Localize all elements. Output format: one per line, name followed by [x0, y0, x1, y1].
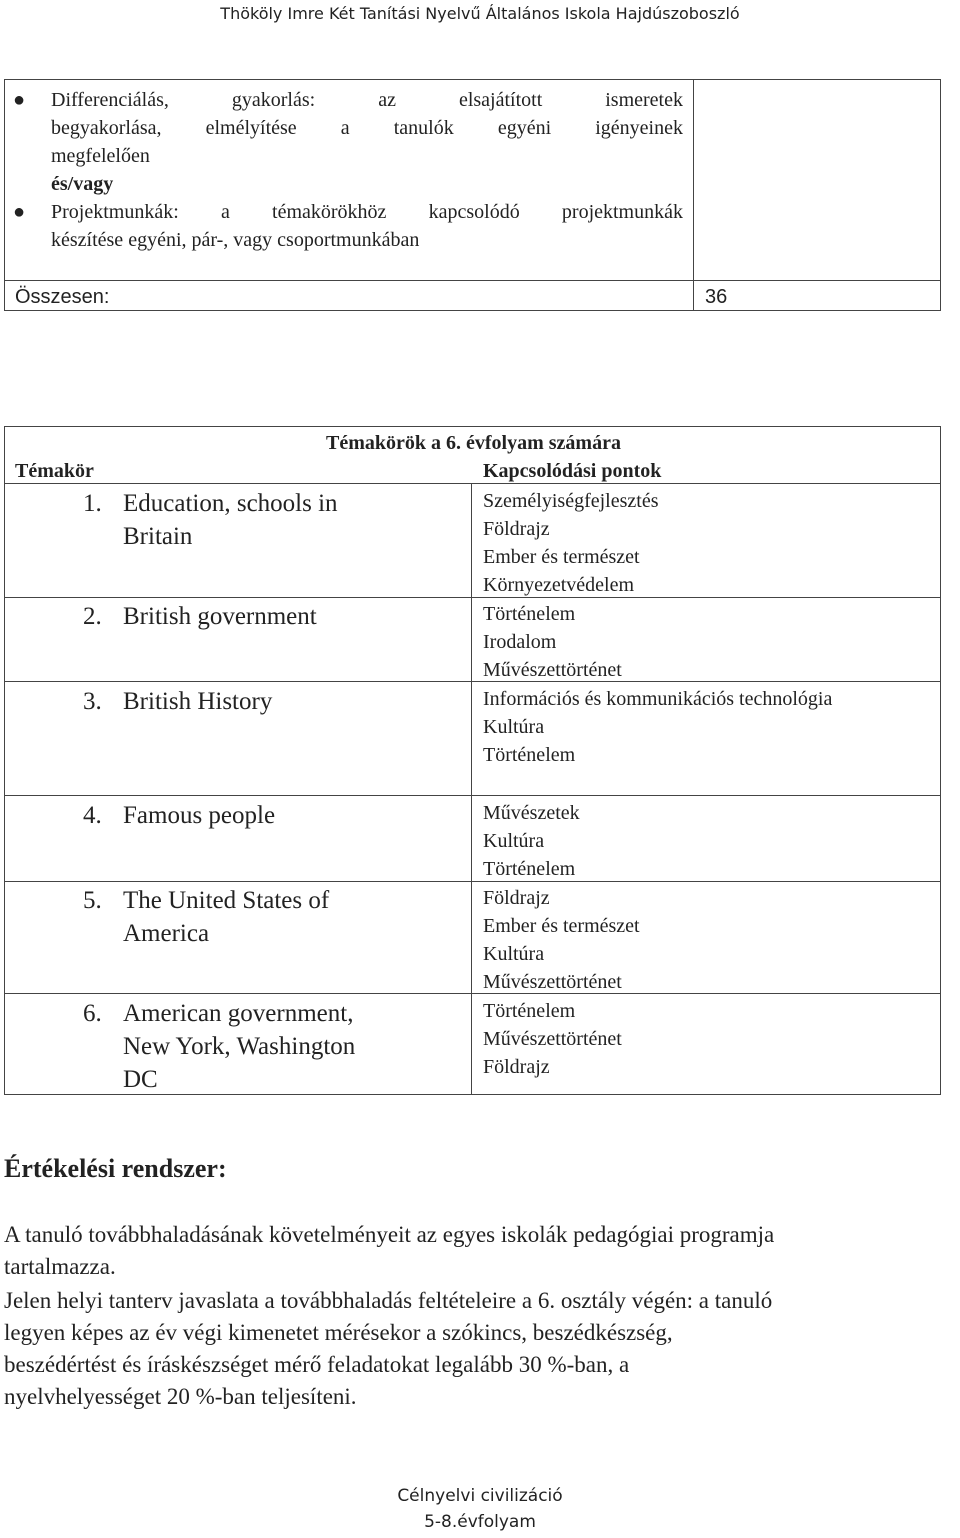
table-divider — [471, 483, 472, 1094]
link-item: Földrajz — [483, 1056, 550, 1078]
table-divider — [5, 280, 940, 281]
link-item: Környezetvédelem — [483, 574, 635, 596]
links-cell — [483, 997, 622, 1081]
table-divider — [5, 597, 940, 598]
table-divider — [693, 80, 694, 310]
text-line: A tanuló továbbhaladásának követelményeit az egyes iskolák pedagógiai programja — [4, 1222, 775, 1247]
link-item: Történelem — [483, 603, 576, 625]
text-line: nyelvhelyességet 20 %-ban teljesíteni. — [4, 1384, 357, 1409]
text-line: legyen képes az év végi kimenetet mérésekor a szókincs, beszédkészség, — [4, 1320, 673, 1345]
total-label: Összesen: — [15, 286, 110, 308]
topic-line: DC — [123, 1066, 158, 1093]
table-row — [83, 799, 276, 832]
text-line: megfelelően — [51, 145, 150, 167]
row-number: 1. — [83, 490, 102, 517]
row-number: 3. — [83, 688, 102, 715]
footer-line: Célnyelvi civilizáció — [397, 1486, 563, 1506]
column-header-links: Kapcsolódási pontok — [483, 460, 662, 482]
topic-line: British History — [123, 688, 273, 715]
link-item: Személyiségfejlesztés — [483, 490, 659, 512]
topic-line: The United States of — [123, 887, 330, 914]
text-line: Differenciálás, gyakorlás: az elsajátított ismeretek — [51, 89, 683, 111]
table-row — [83, 997, 356, 1096]
bullet-item — [13, 86, 683, 170]
text-line: készítése egyéni, pár-, vagy csoportmunkában — [51, 229, 420, 251]
links-cell — [483, 600, 622, 684]
table-divider — [5, 795, 940, 796]
link-item: Irodalom — [483, 631, 557, 653]
link-item: Történelem — [483, 1000, 576, 1022]
topic-line: Britain — [123, 523, 193, 550]
table-divider — [5, 993, 940, 994]
link-item: Művészettörténet — [483, 659, 622, 681]
text-line: Jelen helyi tanterv javaslata a továbbhaladás feltételeire a 6. osztály végén: a tanuló — [4, 1288, 773, 1313]
link-item: Földrajz — [483, 518, 550, 540]
table-row — [83, 884, 330, 950]
table-divider — [5, 881, 940, 882]
link-item: Művészetek — [483, 802, 580, 824]
links-cell — [483, 685, 832, 769]
row-number: 4. — [83, 802, 102, 829]
table-row — [83, 600, 317, 633]
row-number: 5. — [83, 887, 102, 914]
topics-table — [4, 426, 941, 1095]
link-item: Történelem — [483, 858, 576, 880]
link-item: Művészettörténet — [483, 1028, 622, 1050]
text-line: beszédértést és íráskészséget mérő feladatokat legalább 30 %-ban, a — [4, 1352, 630, 1377]
topic-line: Education, schools in — [123, 490, 338, 517]
text-line: Projektmunkák: a témakörökhöz kapcsolódó projektmunkák — [51, 201, 683, 223]
topic-line: Famous people — [123, 802, 276, 829]
activities-cell — [13, 86, 683, 254]
link-item: Ember és természet — [483, 915, 640, 937]
link-item: Földrajz — [483, 887, 550, 909]
table-row — [83, 685, 273, 718]
column-header-topic: Témakör — [15, 460, 94, 482]
links-cell — [483, 884, 640, 996]
row-number: 6. — [83, 1000, 102, 1027]
links-cell — [483, 799, 580, 883]
footer-line: 5-8.évfolyam — [424, 1512, 536, 1532]
link-item: Kultúra — [483, 830, 545, 852]
table-row — [83, 487, 338, 553]
link-item: Kultúra — [483, 716, 545, 738]
bullet-item — [13, 198, 683, 254]
row-number: 2. — [83, 603, 102, 630]
page-header: Thököly Imre Két Tanítási Nyelvű Általános Iskola Hajdúszoboszló — [220, 4, 740, 23]
table-title: Témakörök a 6. évfolyam számára — [326, 432, 621, 454]
link-item: Információs és kommunikációs technológia — [483, 688, 833, 710]
bullet-icon: ● — [13, 89, 26, 111]
link-item: Történelem — [483, 744, 576, 766]
table-divider — [5, 681, 940, 682]
topic-line: British government — [123, 603, 317, 630]
link-item: Művészettörténet — [483, 971, 622, 993]
text-line: tartalmazza. — [4, 1254, 116, 1279]
section-heading: Értékelési rendszer: — [4, 1154, 227, 1183]
links-cell — [483, 487, 659, 599]
table-divider — [5, 483, 940, 484]
link-item: Ember és természet — [483, 546, 640, 568]
text-line: begyakorlása, elmélyítése a tanulók egyéni igényeinek — [51, 117, 683, 139]
paragraph — [4, 1285, 956, 1413]
connector-text: és/vagy — [51, 173, 114, 195]
activities-table — [4, 79, 941, 311]
topic-line: American government, — [123, 1000, 354, 1027]
topic-line: New York, Washington — [123, 1033, 356, 1060]
topic-line: America — [123, 920, 210, 947]
total-value: 36 — [705, 286, 728, 308]
paragraph — [4, 1219, 956, 1283]
link-item: Kultúra — [483, 943, 545, 965]
bullet-icon: ● — [13, 201, 26, 223]
